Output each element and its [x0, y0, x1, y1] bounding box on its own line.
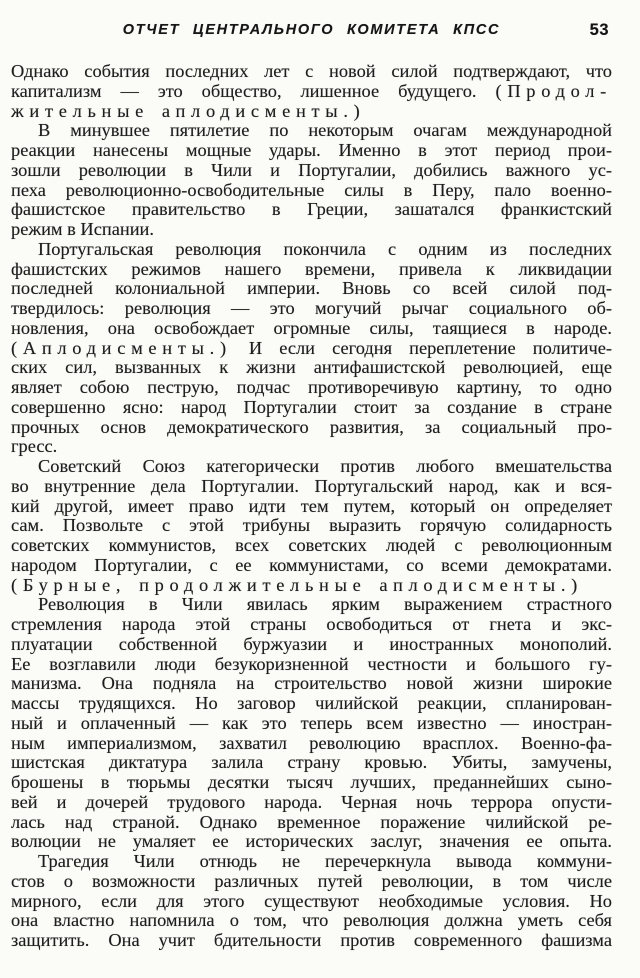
text-run: режим в Испании.: [11, 219, 154, 239]
text-run: твердилось: революция — это могучий рычаг социального об-: [11, 298, 612, 318]
text-run: прочных основ демократического развития, за социальный про-: [11, 416, 612, 437]
text-run: манизма. Она подняла на строительство новой жизни широкие: [11, 673, 612, 694]
text-line: [11, 319, 612, 339]
text-run: шистская диктатура залила страну кровью. Убиты, замучены,: [11, 752, 612, 773]
text-line: [11, 497, 612, 517]
text-line: [11, 418, 612, 438]
text-line: [11, 793, 612, 813]
text-line: [11, 655, 612, 675]
text-line: [11, 378, 612, 398]
text-run: Трагедия Чили отнюдь не перечеркнула вывода коммуни-: [38, 851, 612, 871]
text-run: массы трудящихся. Но заговор чилийской реакции, спланирован-: [11, 693, 612, 713]
letterspaced-applause-text: (Аплодисменты.): [11, 337, 232, 358]
text-run: совершенно ясно: народ Португалии стоит за создание в стране: [11, 396, 612, 417]
text-line: [11, 576, 612, 596]
text-line: [11, 220, 612, 240]
paragraph: [11, 62, 612, 121]
text-line: [11, 260, 612, 280]
text-line: [11, 102, 612, 122]
text-line: [11, 240, 612, 260]
text-line: [11, 477, 612, 497]
text-line: [11, 734, 612, 754]
letterspaced-applause-text: жительные аплодисменты.): [11, 100, 366, 121]
text-line: [11, 339, 612, 359]
text-run: стов о возможности различных путей революции, в том числе: [11, 870, 612, 891]
text-run: ских сил, вызванных к жизни антифашистской революцией, еще: [11, 357, 612, 378]
paragraph: [11, 457, 612, 595]
text-run: И если сегодня переплетение политиче-: [231, 337, 612, 358]
running-header: [11, 22, 612, 40]
text-line: [11, 516, 612, 536]
letterspaced-applause-text: (Продол-: [495, 80, 612, 101]
text-run: брошены в тюрьмы десятки тысяч лучших, преданнейших сыно-: [11, 772, 612, 792]
text-line: [11, 161, 612, 181]
text-run: Советский Союз категорически против любого вмешательства: [38, 456, 612, 476]
paragraph: [11, 121, 612, 240]
text-run: народом Португалии, с ее коммунистами, со всеми демократами.: [11, 554, 612, 575]
text-line: [11, 911, 612, 931]
text-run: ным империализмом, захватил революцию врасплох. Военно-фа-: [11, 732, 612, 753]
text-line: [11, 852, 612, 872]
text-line: [11, 773, 612, 793]
page-number: 53: [589, 21, 609, 39]
text-line: [11, 121, 612, 141]
text-run: Португальская революция покончила с одним из последних: [38, 238, 612, 259]
running-head-title: ОТЧЕТ ЦЕНТРАЛЬНОГО КОМИТЕТА КПСС: [122, 22, 501, 38]
text-line: [11, 813, 612, 833]
text-run: Однако события последних лет с новой силой подтверждают, что: [11, 61, 612, 81]
text-line: [11, 595, 612, 615]
text-line: [11, 457, 612, 477]
text-run: пеха революционно-освободительные силы в Перу, пало военно-: [11, 179, 612, 200]
text-run: стремления народа этой страны освободиться от гнета и экс-: [11, 614, 612, 634]
text-run: сам. Позвольте с этой трибуны выразить горячую солидарность: [11, 515, 612, 536]
text-run: последней колониальной империи. Вновь со всей силой под-: [11, 278, 612, 299]
text-line: [11, 437, 612, 457]
text-line: [11, 398, 612, 418]
text-run: мирного, если для этого существуют необходимые условия. Но: [11, 890, 612, 911]
text-line: [11, 536, 612, 556]
text-line: [11, 714, 612, 734]
text-line: [11, 753, 612, 773]
text-run: ный и оплаченный — как это теперь всем известно — иностран-: [11, 712, 612, 733]
text-line: [11, 635, 612, 655]
text-run: кий другой, имеет право идти тем путем, который он определяет: [11, 495, 612, 516]
paragraph: [11, 852, 612, 951]
text-line: [11, 556, 612, 576]
text-run: фашистское правительство в Греции, зашатался франкистский: [11, 199, 612, 220]
text-line: [11, 62, 612, 82]
text-line: [11, 832, 612, 852]
text-run: капитализм — это общество, лишенное будущего.: [11, 80, 496, 101]
text-line: [11, 200, 612, 220]
paragraph: [11, 595, 612, 852]
text-run: Ее возглавили люди безукоризненной честности и большого гу-: [11, 653, 612, 674]
text-line: [11, 694, 612, 714]
text-line: [11, 279, 612, 299]
text-run: вей и дочерей трудового народа. Черная ночь террора опусти-: [11, 791, 612, 812]
text-run: зошли революции в Чили и Португалии, добились важного ус-: [11, 159, 612, 180]
text-run: защитить. Она учит бдительности против современного фашизма: [11, 930, 612, 950]
text-line: [11, 931, 612, 951]
paragraph: [11, 240, 612, 457]
text-run: новления, она освобождает огромные силы, таящиеся в народе.: [11, 317, 612, 338]
text-line: [11, 674, 612, 694]
text-run: волюции не умаляет ее исторических заслуг, значения ее опыта.: [11, 831, 612, 852]
text-run: В минувшее пятилетие по некоторым очагам международной: [38, 120, 612, 141]
text-line: [11, 141, 612, 161]
text-run: во внутренние дела Португалии. Португальский народ, как и вся-: [11, 475, 612, 496]
text-line: [11, 615, 612, 635]
text-line: [11, 82, 612, 102]
text-run: советских коммунистов, всех советских людей с революционным: [11, 535, 612, 555]
text-run: фашистских режимов нашего времени, привела к ликвидации: [11, 258, 612, 279]
page-body: [11, 62, 612, 951]
text-line: [11, 181, 612, 201]
text-run: гресс.: [11, 436, 58, 457]
text-run: лась над страной. Однако временное поражение чилийской ре-: [11, 811, 612, 832]
text-run: Революция в Чили явилась ярким выражением страстного: [38, 594, 612, 615]
text-line: [11, 872, 612, 892]
text-run: являет собою пеструю, подчас противоречивую картину, то одно: [11, 377, 612, 397]
text-run: реакции нанесены мощные удары. Именно в этот период прои-: [11, 140, 612, 160]
text-line: [11, 299, 612, 319]
text-run: плуатации собственной буржуазии и иностранных монополий.: [11, 633, 612, 654]
text-line: [11, 892, 612, 912]
text-run: она властно напомнила о том, что революция должна уметь себя: [11, 910, 612, 931]
letterspaced-applause-text: (Бурные, продолжительные аплодисменты.): [11, 574, 583, 595]
text-line: [11, 358, 612, 378]
